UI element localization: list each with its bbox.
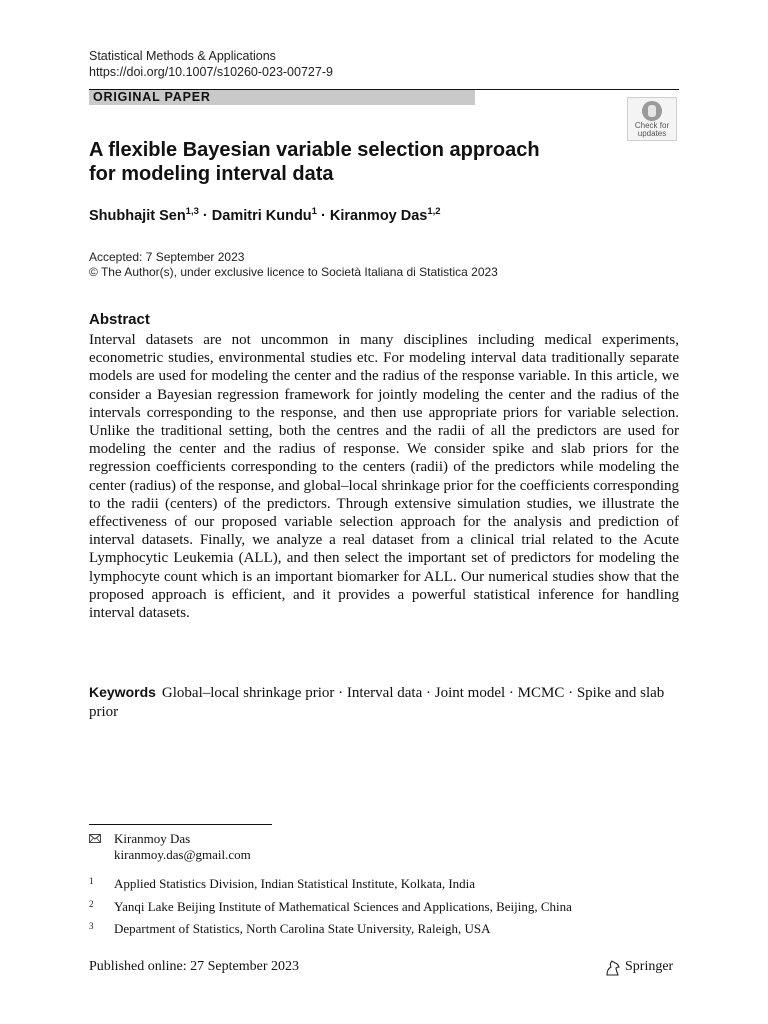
header-rule [475, 89, 679, 90]
check-for-updates-label-2: updates [637, 129, 667, 138]
journal-name: Statistical Methods & Applications [89, 49, 276, 63]
copyright-notice: © The Author(s), under exclusive licence to Società Italiana di Statistica 2023 [89, 265, 498, 279]
affiliation-text: Department of Statistics, North Carolina State University, Raleigh, USA [114, 921, 491, 936]
author-name[interactable]: Shubhajit Sen [89, 208, 186, 224]
published-online-date: Published online: 27 September 2023 [89, 959, 299, 974]
author-affiliation-sup: 1,2 [427, 206, 441, 217]
corresponding-author-name: Kiranmoy Das [114, 831, 191, 846]
springer-horse-icon [604, 960, 621, 976]
envelope-icon [89, 834, 101, 843]
publication-dates [89, 250, 498, 280]
author-separator: · [316, 208, 330, 224]
affiliation [89, 899, 679, 915]
check-for-updates-badge[interactable] [627, 97, 677, 141]
affiliation-number: 1 [89, 876, 94, 886]
publisher-name: Springer [625, 959, 674, 974]
affiliation-number: 2 [89, 899, 94, 909]
affiliation-number: 3 [89, 921, 94, 931]
keywords-block [89, 683, 679, 721]
keywords-label: Keywords [89, 684, 156, 700]
affiliation [89, 921, 679, 937]
title-line-2: for modeling interval data [89, 163, 334, 185]
article-type-label: ORIGINAL PAPER [93, 90, 211, 104]
author-name[interactable]: Damitri Kundu [211, 208, 312, 224]
keywords-text: Global–local shrinkage prior · Interval data · Joint model · MCMC · Spike and slab prior [89, 685, 665, 720]
journal-header [89, 48, 333, 80]
affiliation-text: Applied Statistics Division, Indian Statistical Institute, Kolkata, India [114, 876, 476, 891]
abstract-heading: Abstract [89, 311, 150, 328]
article-type-banner [89, 89, 475, 105]
doi-link[interactable]: https://doi.org/10.1007/s10260-023-00727-9 [89, 65, 333, 79]
author-list [89, 206, 441, 224]
corresponding-author-email[interactable]: kiranmoy.das@gmail.com [114, 847, 251, 862]
check-for-updates-label-1: Check for [634, 121, 670, 130]
corresponding-author [89, 831, 389, 863]
abstract-text: Interval datasets are not uncommon in many disciplines including medical experiments, econometric studies, environmental studies etc. For modeling interval data traditionally separate models are used for modeling the center and the radius of the response variable. In this article, we consider a Bayesian regression framework for jointly modeling the center and the radius of the intervals corresponding to the response, and then use appropriate priors for variable selection. Unlike the traditional setting, both the centres and the radii of all the predictors are used for modeling the center and the radius of response. We consider spike and slab priors for the regression coefficients corresponding to the centers (radii) of the predictors while modeling the center (radius) of the response, and global–local shrinkage prior for the coefficients corresponding to the radii (centers) of the predictors. Through extensive simulation studies, we illustrate the effectiveness of our proposed variable selection approach for the analysis and prediction of interval datasets. Finally, we analyze a real dataset from a clinical trial related to the Acute Lymphocytic Leukemia (ALL), and then select the important set of predictors for modeling the lymphocyte count which is an important biomarker for ALL. Our numerical studies show that the proposed approach is efficient, and it provides a powerful statistical inference for handling interval datasets. [89, 332, 679, 622]
title-line-1: A flexible Bayesian variable selection approach [89, 139, 540, 161]
paper-title [89, 138, 609, 186]
publisher-logo[interactable] [604, 959, 684, 977]
footnote-rule [89, 824, 272, 825]
affiliation [89, 876, 679, 892]
author-separator: · [198, 208, 212, 224]
author-name[interactable]: Kiranmoy Das [329, 208, 428, 224]
author-affiliation-sup: 1 [311, 206, 317, 217]
accepted-date: Accepted: 7 September 2023 [89, 250, 245, 264]
affiliation-text: Yanqi Lake Beijing Institute of Mathematical Sciences and Applications, Beijing, China [114, 899, 572, 914]
author-affiliation-sup: 1,3 [185, 206, 199, 217]
check-for-updates-icon [642, 101, 662, 121]
